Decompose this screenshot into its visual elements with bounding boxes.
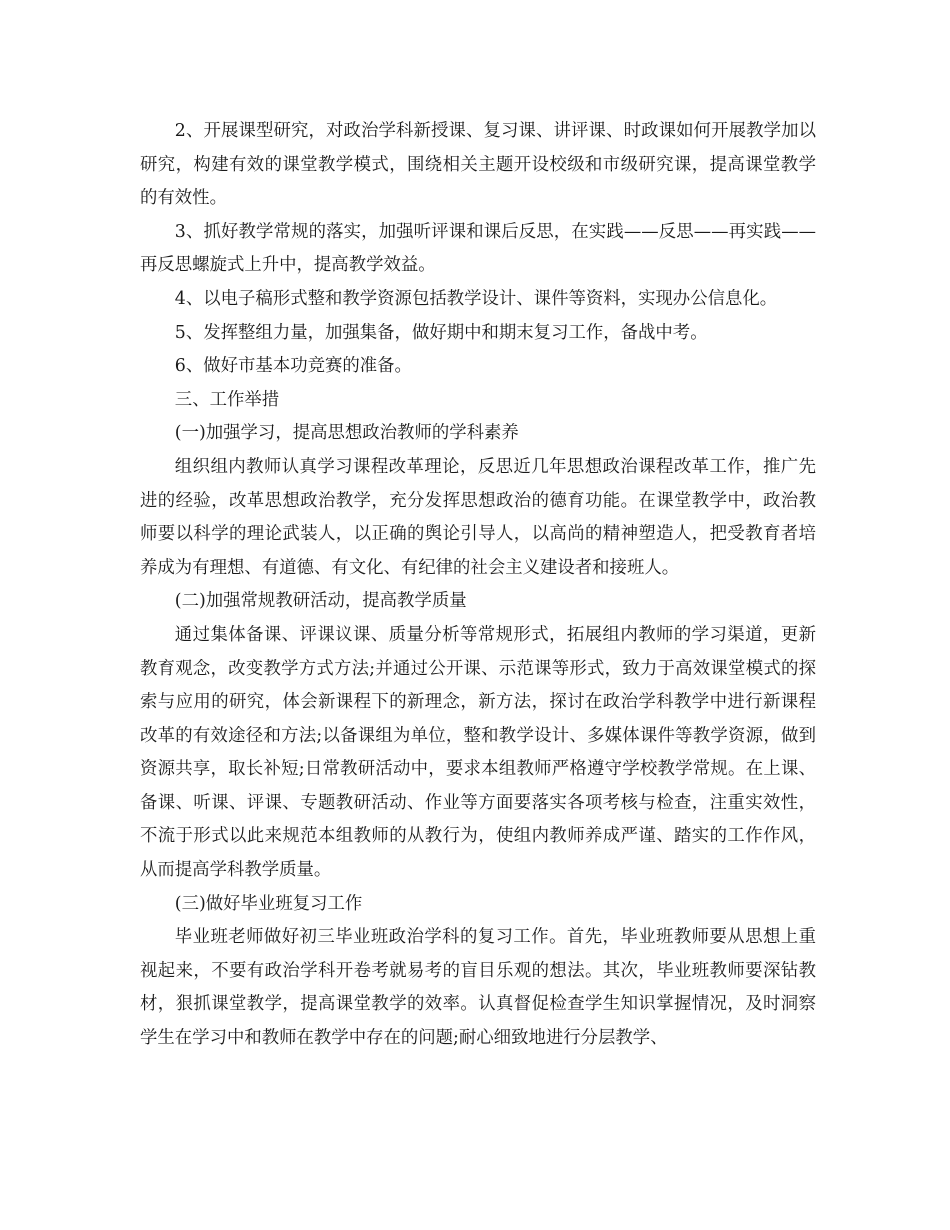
document-page [140, 115, 816, 1056]
paragraph-graduating-class: 毕业班老师做好初三毕业班政治学科的复习工作。首先，毕业班教师要从思想上重视起来，不要有政治学科开卷考就易考的盲目乐观的想法。其次，毕业班教师要深钻教材，狠抓课堂教学，提高课堂教学的效率。认真督促检查学生知识掌握情况，及时洞察学生在学习中和教师在教学中存在的问题;耐心细致地进行分层教学、 [140, 927, 816, 1049]
paragraph-item-2: 2、开展课型研究，对政治学科新授课、复习课、讲评课、时政课如何开展教学加以研究，构建有效的课堂教学模式，围绕相关主题开设校级和市级研究课，提高课堂教学的有效性。 [140, 121, 816, 209]
subheading-study: (一)加强学习，提高思想政治教师的学科素养 [174, 423, 519, 444]
paragraph-item-4: 4、以电子稿形式整和教学资源包括教学设计、课件等资料，实现办公信息化。 [174, 288, 778, 309]
paragraph-item-5: 5、发挥整组力量，加强集备，做好期中和期末复习工作，备战中考。 [174, 322, 708, 343]
section-heading-measures: 三、工作举措 [174, 389, 280, 410]
subheading-routine-research: (二)加强常规教研活动，提高教学质量 [174, 591, 467, 612]
paragraph-routine-research: 通过集体备课、评课议课、质量分析等常规形式，拓展组内教师的学习渠道，更新教育观念，改变教学方式方法;并通过公开课、示范课等形式，致力于高效课堂模式的探索与应用的研究，体会新课程下的新理念，新方法，探讨在政治学科教学中进行新课程改革的有效途径和方法;以备课组为单位，整和教学设计、多媒体课件等教学资源，做到资源共享，取长补短;日常教研活动中，要求本组教师严格遵守学校教学常规。在上课、备课、听课、评课、专题教研活动、作业等方面要落实各项考核与检查，注重实效性，不流于形式以此来规范本组教师的从教行为，使组内教师养成严谨、踏实的工作作风，从而提高学科教学质量。 [140, 624, 816, 881]
paragraph-study: 组织组内教师认真学习课程改革理论，反思近几年思想政治课程改革工作，推广先进的经验，改革思想政治教学，充分发挥思想政治的德育功能。在课堂教学中，政治教师要以科学的理论武装人，以正确的舆论引导人，以高尚的精神塑造人，把受教育者培养成为有理想、有道德、有文化、有纪律的社会主义建设者和接班人。 [140, 456, 816, 578]
paragraph-item-6: 6、做好市基本功竞赛的准备。 [174, 356, 412, 377]
subheading-graduating-class: (三)做好毕业班复习工作 [174, 893, 363, 914]
paragraph-item-3: 3、抓好教学常规的落实，加强听评课和课后反思，在实践——反思——再实践——再反思螺旋式上升中，提高教学效益。 [140, 221, 816, 276]
